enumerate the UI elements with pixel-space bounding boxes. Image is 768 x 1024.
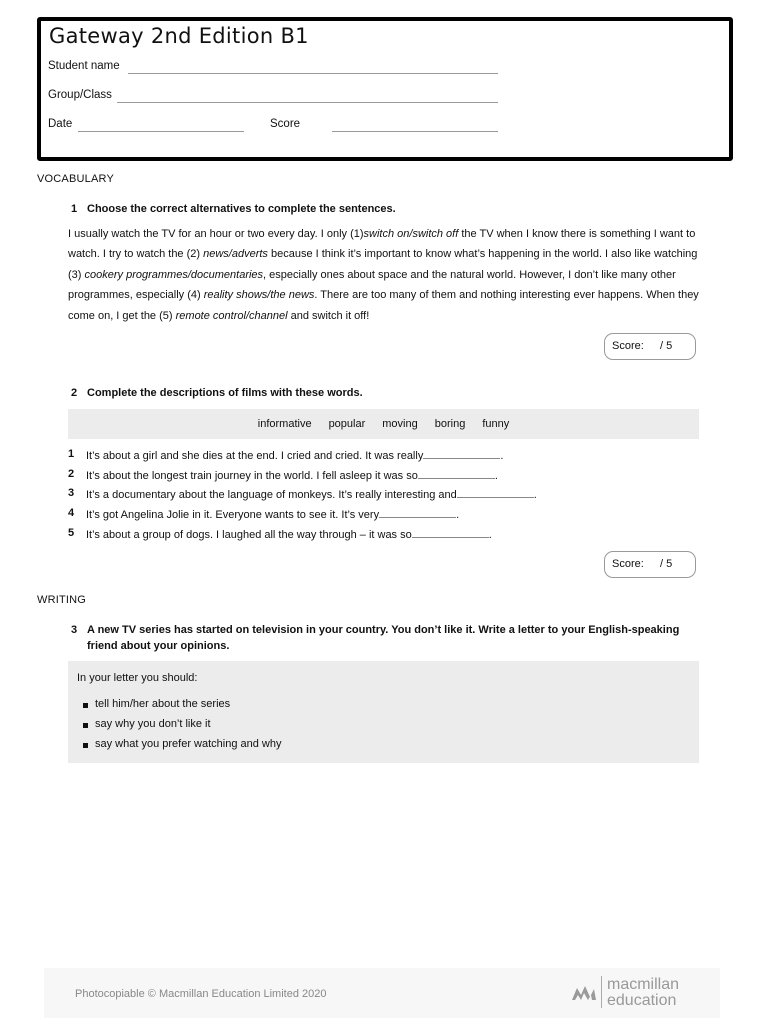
word-bank <box>68 409 699 439</box>
question-3-number: 3 <box>71 624 78 636</box>
question-1-title: Choose the correct alternatives to complete the sentences. <box>87 203 396 215</box>
word-bank-item: moving <box>382 418 418 430</box>
question-1-paragraph: I usually watch the TV for an hour or two every day. I only (1)switch on/switch off the TV when I know there is something I want to watch. I try to watch the (2) news/adverts because I think it’s important to know what’s happening in the world. I also like watching (3) cookery programmes/documentaries, especially ones about space and the natural world. However, I don’t like many other programmes, especially (4) reality shows/the news. There are too many of them and nothing interesting ever happens. When they come on, I get the (5) remote control/channel and switch it off! <box>68 228 699 322</box>
vocabulary-heading: VOCABULARY <box>37 173 114 185</box>
score-line[interactable] <box>332 131 498 132</box>
option-5a[interactable]: remote control <box>175 309 246 322</box>
word-bank-item: boring <box>434 418 466 430</box>
student-name-label: Student name <box>48 60 120 72</box>
word-bank-item: funny <box>482 418 510 430</box>
question-2-title: Complete the descriptions of films with these words. <box>87 387 363 399</box>
answer-blank[interactable] <box>457 487 534 498</box>
score-box-total: / 5 <box>660 558 673 570</box>
date-line[interactable] <box>78 131 244 132</box>
copyright-notice: Photocopiable © Macmillan Education Limited 2020 <box>75 988 327 1000</box>
question-1-score-box[interactable] <box>604 333 696 360</box>
bullet-square-icon <box>83 743 88 748</box>
answer-blank[interactable] <box>418 468 495 479</box>
option-3b[interactable]: documentaries <box>190 268 264 281</box>
score-box-label: Score: <box>612 558 644 570</box>
question-2-number: 2 <box>71 387 78 399</box>
logo-word-education: education <box>607 992 677 1009</box>
option-3a[interactable]: cookery programmes <box>84 268 188 281</box>
option-2a[interactable]: news <box>203 248 229 261</box>
date-label: Date <box>48 118 73 130</box>
option-2b[interactable]: adverts <box>231 248 268 261</box>
logo-word-macmillan: macmillan <box>607 976 680 993</box>
page-footer <box>44 968 720 1018</box>
macmillan-logo-mark-icon <box>571 983 597 1003</box>
score-box-label: Score: <box>612 340 644 352</box>
group-class-line[interactable] <box>117 102 498 103</box>
option-1a[interactable]: switch on <box>363 228 410 240</box>
worksheet-title: Gateway 2nd Edition B1 <box>49 24 309 48</box>
answer-blank[interactable] <box>412 527 489 538</box>
option-4b[interactable]: the news <box>270 289 315 302</box>
question-3-title: A new TV series has started on television in your country. You don’t like it. Write a letter to your English-speaking friend about your opinions. <box>87 624 680 652</box>
option-4a[interactable]: reality shows <box>203 289 268 302</box>
answer-blank[interactable] <box>423 448 500 459</box>
score-box-total: / 5 <box>660 340 673 352</box>
question-1-number: 1 <box>71 203 78 215</box>
bullet-square-icon <box>83 723 88 728</box>
writing-heading: WRITING <box>37 594 87 606</box>
option-1b[interactable]: switch off <box>412 228 459 240</box>
answer-blank[interactable] <box>379 507 456 518</box>
question-2-score-box[interactable] <box>604 551 696 578</box>
score-label: Score <box>270 118 301 130</box>
option-5b[interactable]: channel <box>249 309 288 322</box>
group-class-label: Group/Class <box>48 89 112 101</box>
bullet-square-icon <box>83 703 88 708</box>
writing-instructions-box: In your letter you should: tell him/her about the series say why you don’t like it say what you prefer watching and why <box>68 661 699 763</box>
writing-intro: In your letter you should: <box>77 672 198 684</box>
student-name-line[interactable] <box>128 73 498 74</box>
word-bank-item: popular <box>328 418 366 430</box>
student-info-box <box>37 17 733 161</box>
word-bank-item: informative <box>257 418 312 430</box>
macmillan-education-logo <box>571 974 691 1010</box>
